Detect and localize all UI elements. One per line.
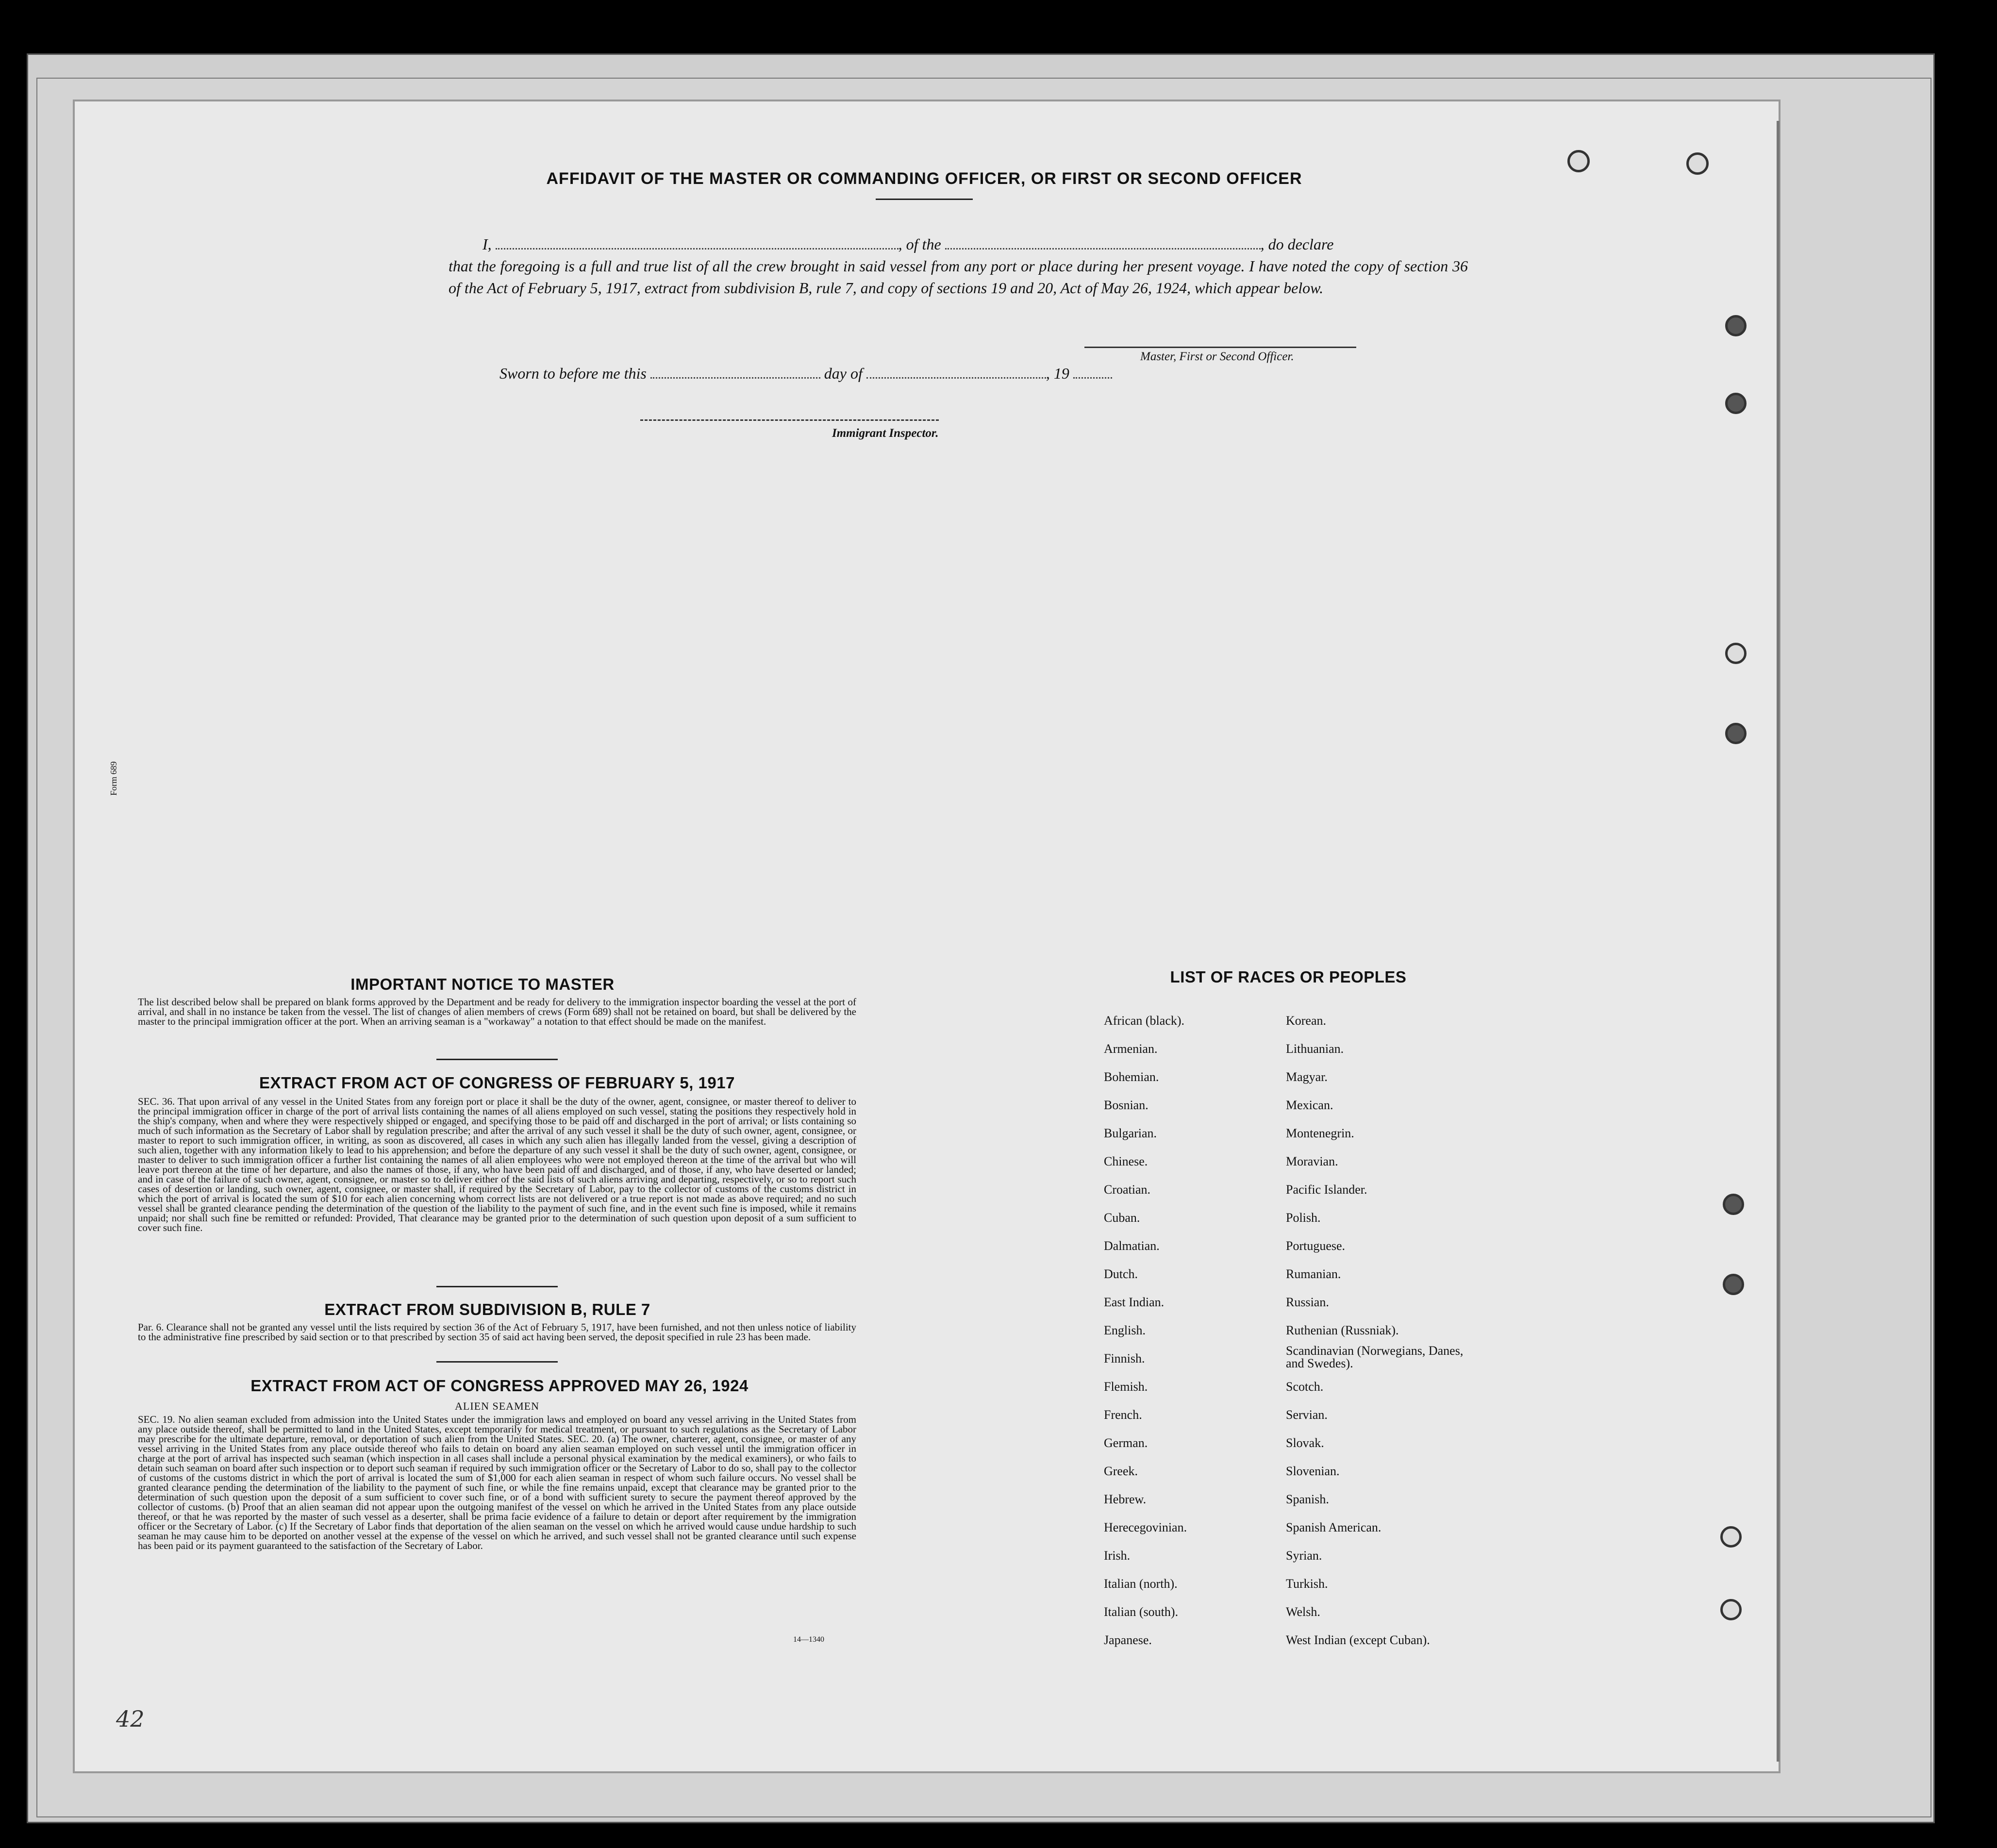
sworn-text: Sworn to before me this — [499, 365, 647, 382]
race-item: Scandinavian (Norwegians, Danes, and Swedes). — [1286, 1344, 1464, 1370]
race-item: Lithuanian. — [1286, 1042, 1344, 1056]
race-item: Italian (north). — [1104, 1577, 1178, 1591]
extract-1917-divider — [436, 1286, 558, 1287]
sworn-month-blank[interactable] — [866, 367, 1046, 379]
notice-title: IMPORTANT NOTICE TO MASTER — [350, 975, 615, 993]
name-blank[interactable] — [496, 238, 899, 250]
extract-1924-title: EXTRACT FROM ACT OF CONGRESS APPROVED MAY 26, 1924 — [250, 1377, 749, 1395]
race-item: Flemish. — [1104, 1380, 1148, 1394]
race-item: Cuban. — [1104, 1211, 1140, 1225]
race-item: Spanish American. — [1286, 1520, 1381, 1534]
punch-hole-icon — [1725, 643, 1747, 664]
race-item: Bulgarian. — [1104, 1126, 1157, 1140]
affidavit-of-the: , of the — [898, 235, 941, 253]
races-title: LIST OF RACES OR PEOPLES — [1170, 968, 1407, 986]
form-page — [73, 100, 1781, 1773]
race-item: Montenegrin. — [1286, 1126, 1354, 1140]
race-item: Ruthenian (Russniak). — [1286, 1323, 1399, 1337]
race-item: Mexican. — [1286, 1098, 1333, 1112]
race-item: Herecegovinian. — [1104, 1520, 1187, 1534]
race-item: Japanese. — [1104, 1633, 1152, 1647]
rivet-icon — [1725, 393, 1747, 414]
affidavit-text — [449, 233, 1468, 299]
race-item: English. — [1104, 1323, 1146, 1337]
punch-hole-icon — [1686, 152, 1709, 175]
race-item: Armenian. — [1104, 1042, 1158, 1056]
race-item: Greek. — [1104, 1464, 1138, 1478]
race-item: Servian. — [1286, 1408, 1328, 1422]
extract-1917-body: SEC. 36. That upon arrival of any vessel in the United States from any foreign port or place it shall be the duty of the owner, agent, consignee, or master thereof to deliver to the principal immigration officer in charge of the port of arrival lists containing the names of all aliens employed on such vessel, stating the positions they respectively hold in the ship's company, when and where they were respectively shipped or engaged, and specifying those to be paid off and discharged in the port of arrival; or lists containing so much of such information as the Secretary of Labor shall by regulation prescribe; and after the arrival of any such vessel it shall be the duty of such owner, agent, consignee, or master to report to such immigration officer, in writing, as soon as discovered, all cases in which any such alien has illegally landed from the vessel, giving a description of such alien, together with any information likely to lead to his apprehension; and before the departure of any such vessel it shall be the duty of such owner, agent, consignee, or master to deliver to such immigration officer a further list containing the names of all alien employees who were not employed thereon at the time of the arrival but who will leave port thereon at the time of her departure, and also the names of those, if any, who have been paid off and discharged, and of those, if any, who have deserted or landed; and in case of the failure of such owner, agent, consignee, or master so to deliver either of the said lists of such aliens arriving and departing, respectively, or so to report such cases of desertion or landing, such owner, agent, consignee, or master shall, if required by the Secretary of Labor, pay to the collector of customs of the customs district in which the port of arrival is located the sum of $10 for each alien concerning whom correct lists are not delivered or a true report is not made as above required; and no such vessel shall be granted clearance pending the determination of the question of the liability to the payment of such fine, and in the event such fine is imposed, while it remains unpaid; nor shall such fine be remitted or refunded: Provided, That clearance may be granted prior to the determination of such question upon deposit of a sum sufficient to cover such fine. — [138, 1096, 856, 1233]
rule7-title: EXTRACT FROM SUBDIVISION B, RULE 7 — [324, 1300, 650, 1318]
rivet-icon — [1725, 723, 1747, 744]
sworn-day-blank[interactable] — [650, 367, 820, 379]
master-signature-line[interactable] — [1084, 347, 1356, 348]
affidavit-body: that the foregoing is a full and true list of all the crew brought in said vessel from any port or place during her present voyage. I have noted the copy of section 36 of the Act of February 5, 1917, extract from subdivision B, rule 7, and copy of sections 19 and 20, Act of May 26, 1924, which appear below. — [449, 257, 1468, 297]
race-item: Croatian. — [1104, 1182, 1151, 1197]
rule7-divider — [436, 1361, 558, 1363]
punch-hole-icon — [1720, 1526, 1742, 1548]
affidavit-title: AFFIDAVIT OF THE MASTER OR COMMANDING OFFICER, OR FIRST OR SECOND OFFICER — [546, 169, 1302, 188]
race-item: Hebrew. — [1104, 1492, 1147, 1506]
alien-seamen-subtitle: ALIEN SEAMEN — [455, 1400, 539, 1412]
race-item: Bohemian. — [1104, 1070, 1159, 1084]
side-form-caption: Form 689 — [109, 761, 118, 796]
race-item: Portuguese. — [1286, 1239, 1346, 1253]
notice-body: The list described below shall be prepared on blank forms approved by the Department and be ready for delivery to the immigration inspector boarding the vessel at the port of arrival, and shall in no instance be taken from the vessel. The list of changes of alien members of crews (Form 689) shall not be retained on board, but shall be delivered by the master to the principal immigration officer at the port. When an arriving seaman is a "workaway" a notation to that effect should be made on the manifest. — [138, 996, 856, 1027]
race-item: Pacific Islander. — [1286, 1182, 1367, 1197]
handwritten-page-number: 42 — [116, 1706, 145, 1732]
race-item: Russian. — [1286, 1295, 1329, 1309]
race-item: Scotch. — [1286, 1380, 1324, 1394]
race-item: Polish. — [1286, 1211, 1321, 1225]
rivet-icon — [1725, 315, 1747, 336]
race-item: Welsh. — [1286, 1605, 1320, 1619]
race-item: Spanish. — [1286, 1492, 1329, 1506]
races-left-column — [1104, 1007, 1187, 1654]
form-number: 14—1340 — [793, 1635, 824, 1644]
race-item: Bosnian. — [1104, 1098, 1148, 1112]
race-item: French. — [1104, 1408, 1142, 1422]
race-item: Rumanian. — [1286, 1267, 1341, 1281]
rivet-icon — [1723, 1194, 1744, 1215]
extract-1924-body: SEC. 19. No alien seaman excluded from admission into the United States under the immigration laws and employed on board any vessel arriving in the United States from any place outside thereof, shall be permitted to land in the United States, except temporarily for medical treatment, or pursuant to such regulations as the Secretary of Labor may prescribe for the ultimate departure, removal, or deportation of such alien from the United States. SEC. 20. (a) The owner, charterer, agent, consignee, or master of any vessel arriving in the United States from any place outside thereof who fails to detain on board any alien seaman employed on such vessel until the immigration officer in charge at the port of arrival has inspected such seaman (which inspection in all cases shall include a personal physical examination by the medical examiners), or who fails to detain such seaman on board after such inspection or to deport such seaman if required by such immigration officer or the Secretary of Labor to do so, shall pay to the collector of customs of the customs district in which the port of arrival is located the sum of $1,000 for each alien seaman in respect of whom such failure occurs. No vessel shall be granted clearance pending the determination of the liability to the payment of such fine, or while the fine remains unpaid, except that clearance may be granted prior to the determination of such question upon the deposit of a sum sufficient to cover such fine, or of a bond with sufficient surety to secure the payment thereof approved by the collector of customs. (b) Proof that an alien seaman did not appear upon the outgoing manifest of the vessel on which he arrived in the United States from any place outside thereof, or that he was reported by the master of such vessel as a deserter, shall be prima facie evidence of a failure to detain or deport after requirement by the immigration officer or the Secretary of Labor. (c) If the Secretary of Labor finds that deportation of the alien seaman on the vessel on which he arrived would cause undue hardship to such seaman he may cause him to be deported on another vessel at the expense of the vessel on which he arrived, and such vessel shall not be granted clearance until such expense has been paid or its payment guaranteed to the satisfaction of the Secretary of Labor. — [138, 1414, 856, 1551]
notice-divider — [436, 1059, 558, 1060]
punch-hole-icon — [1720, 1599, 1742, 1620]
race-item: Slovak. — [1286, 1436, 1324, 1450]
affidavit-declare: , do declare — [1260, 235, 1334, 253]
race-item: Korean. — [1286, 1014, 1327, 1028]
sworn-line — [499, 365, 1112, 383]
race-item: Finnish. — [1104, 1351, 1145, 1365]
day-of-text: day of — [824, 365, 863, 382]
extract-1917-title: EXTRACT FROM ACT OF CONGRESS OF FEBRUARY 5, 1917 — [259, 1074, 735, 1092]
punch-hole-icon — [1567, 150, 1590, 172]
year-prefix: , 19 — [1046, 365, 1069, 382]
affidavit-i: I, — [483, 235, 492, 253]
rivet-icon — [1723, 1274, 1744, 1295]
right-edge-line — [1777, 121, 1780, 1762]
race-item: East Indian. — [1104, 1295, 1165, 1309]
race-item: Magyar. — [1286, 1070, 1328, 1084]
race-item: German. — [1104, 1436, 1148, 1450]
vessel-blank[interactable] — [945, 238, 1261, 250]
race-item: Turkish. — [1286, 1577, 1328, 1591]
inspector-caption: Immigrant Inspector. — [832, 427, 939, 440]
race-item: West Indian (except Cuban). — [1286, 1633, 1430, 1647]
race-item: Syrian. — [1286, 1548, 1322, 1563]
race-item: African (black). — [1104, 1014, 1185, 1028]
title-divider — [876, 199, 973, 200]
race-item: Irish. — [1104, 1548, 1131, 1563]
rule7-body: Par. 6. Clearance shall not be granted any vessel until the lists required by section 36 of the Act of February 5, 1917, have been furnished, and not then unless notice of liability to the administrative fine prescribed by said section or to that prescribed by section 35 of said act having been served, the deposit specified in rule 23 has been made. — [138, 1321, 856, 1343]
race-item: Italian (south). — [1104, 1605, 1179, 1619]
sworn-year-blank[interactable] — [1073, 367, 1112, 379]
race-item: Dalmatian. — [1104, 1239, 1160, 1253]
race-item: Chinese. — [1104, 1154, 1148, 1168]
races-right-column — [1286, 1007, 1465, 1654]
master-caption: Master, First or Second Officer. — [1140, 350, 1294, 363]
race-item: Slovenian. — [1286, 1464, 1340, 1478]
race-item: Moravian. — [1286, 1154, 1338, 1168]
inspector-signature-line[interactable] — [640, 419, 939, 421]
race-item: Dutch. — [1104, 1267, 1138, 1281]
